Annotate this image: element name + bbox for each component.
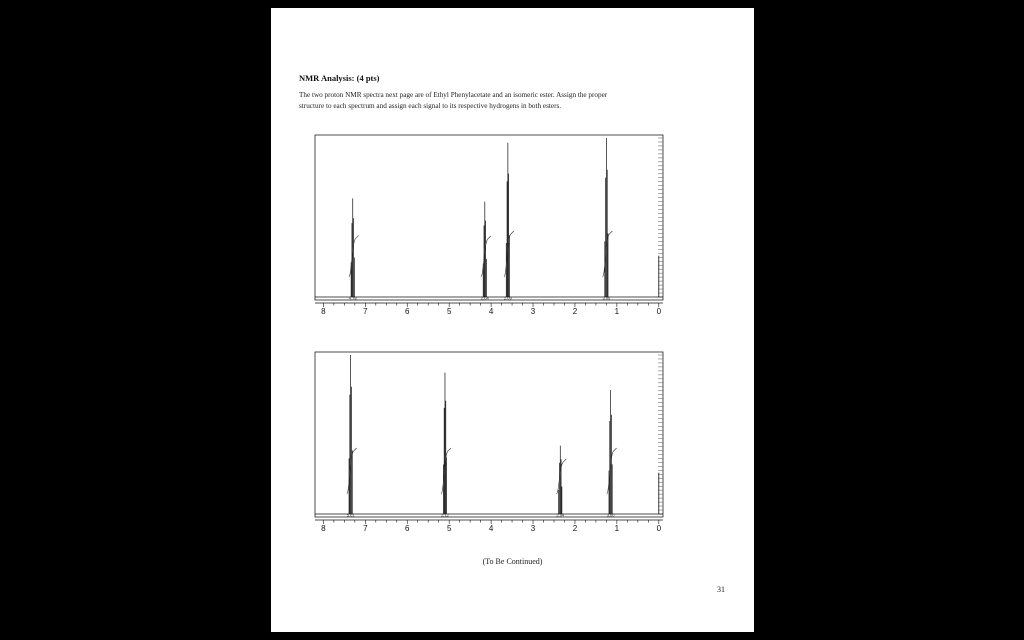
- ppm-tick-label: 8: [321, 524, 326, 533]
- instructions-text: [299, 90, 729, 112]
- ppm-tick-label: 5: [446, 524, 452, 533]
- instructions-line-2: structure to each spectrum and assign each signal to its respective hydrogens in both esters.: [299, 102, 562, 110]
- integral-value-label: 4.78: [348, 295, 357, 301]
- ppm-tick-label: 7: [363, 307, 368, 316]
- ppm-tick-label: 3: [530, 524, 536, 533]
- integral-value-label: 2.04: [480, 295, 489, 301]
- ppm-tick-label: 4: [488, 524, 494, 533]
- ppm-tick-label: 0: [656, 307, 662, 316]
- continued-note: (To Be Continued): [482, 557, 543, 566]
- ppm-tick-label: 7: [363, 524, 368, 533]
- ppm-tick-label: 5: [446, 307, 452, 316]
- nmr-spectrum-2: [311, 352, 671, 537]
- integral-value-label: 3.00: [606, 512, 615, 518]
- nmr-spectrum-1-plot: [311, 135, 671, 320]
- ppm-tick-label: 1: [614, 524, 620, 533]
- ppm-tick-label: 1: [614, 307, 620, 316]
- nmr-spectrum-2-plot: [311, 352, 671, 537]
- ppm-tick-label: 6: [405, 524, 410, 533]
- document-page: [271, 8, 754, 632]
- plot-frame: [315, 135, 663, 300]
- ppm-tick-label: 6: [405, 307, 410, 316]
- integral-value-label: 2.09: [503, 295, 512, 301]
- integral-value-label: 2.04: [556, 512, 565, 518]
- ppm-tick-label: 4: [488, 307, 494, 316]
- integral-value-label: 3.00: [602, 295, 611, 301]
- nmr-spectrum-1: [311, 135, 671, 320]
- ppm-tick-label: 2: [572, 524, 578, 533]
- integral-value-label: 5.01: [346, 512, 355, 518]
- ppm-tick-label: 3: [530, 307, 536, 316]
- ppm-tick-label: 8: [321, 307, 326, 316]
- instructions-line-1: The two proton NMR spectra next page are of Ethyl Phenylacetate and an isomeric ester. Assign the proper: [299, 91, 608, 99]
- page-number: 31: [717, 585, 725, 594]
- integral-value-label: 2.12: [441, 512, 449, 518]
- ppm-tick-label: 0: [656, 524, 662, 533]
- ppm-tick-label: 2: [572, 307, 578, 316]
- section-heading: NMR Analysis: (4 pts): [299, 73, 380, 83]
